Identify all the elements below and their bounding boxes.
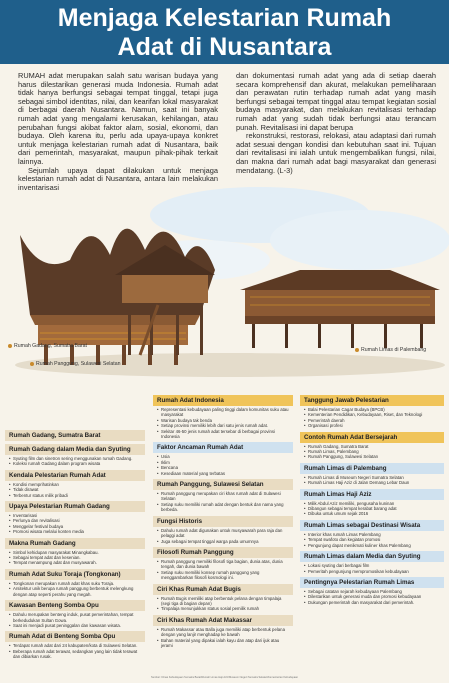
bullet-item: • Bencana — [157, 465, 289, 470]
caption-rumah-limas — [355, 347, 426, 353]
bullet-item: • Rumah Bugis memiliki atap berbentuk pelana dengan timpalaja (segi tiga di bagian depan) — [157, 596, 289, 607]
bullet-item: • Organisasi profesi — [304, 423, 440, 428]
info-section — [300, 463, 444, 486]
bullet-item: • Rumah Limas Haji Aziz di Jalan Demang Lebar Daun — [304, 480, 440, 485]
section-bullet-list — [153, 626, 293, 649]
caption-rumah-gadang — [8, 343, 87, 349]
section-bullet-list — [300, 588, 444, 605]
page-header — [0, 0, 449, 64]
section-heading: Ciri Khas Rumah Adat Makassar — [153, 615, 293, 626]
bullet-item: • Warisan budaya tak benda — [157, 418, 289, 423]
bullet-item: • Tidak dirawat — [9, 487, 141, 492]
bullet-item: • Juga sebagai tempat tinggal warga pada umumnya — [157, 539, 289, 544]
caption-dot-icon — [30, 362, 34, 366]
caption-dot-icon — [355, 348, 359, 352]
bullet-item: • Representasi kebudayaan paling tinggi dalam komunitas suku atau masyarakat — [157, 407, 289, 418]
info-section — [153, 516, 293, 544]
section-bullet-list — [300, 406, 444, 429]
bullet-item: • Kesediaan material yang terbatas — [157, 471, 289, 476]
bullet-item: • Koleksi rumah Gadang dalam program wisata — [9, 461, 141, 466]
bullet-item: • Inventarisasi — [9, 513, 141, 518]
source-footer: Sumber: Dinas Kebudayaan Sumatra Barat/Rumah Limas Haji Aziz/Museum Negeri Sumatra Selatan/Kementerian Kebudayaan — [150, 676, 299, 679]
bullet-item: • Sebagai tempat adat dan kesenian. — [9, 555, 141, 560]
bullet-item: • Interior khas rumah Limas Palembang — [304, 532, 440, 537]
info-section — [5, 538, 145, 566]
bullet-item: • Dahulu rumah adat digunakan untuk musyawarah para raja dan pelaggi adat — [157, 528, 289, 539]
bullet-item: • Sebagai catatan sejarah kebudayaan Palembang — [304, 589, 440, 594]
info-section — [300, 395, 444, 429]
bullet-item: • Setiap suku memiliki konsep rumah panggung yang menggambarkan filosofi kosmologi ini. — [157, 570, 289, 581]
intro-right-column — [236, 72, 436, 175]
bullet-item: • Rumah Limas di Museum Negeri Sumatra Selatan — [304, 475, 440, 480]
bullet-item: • Beberapa rumah adat terawat, sedangkan yang lain tidak terawat dan dibiarkan rusak. — [9, 649, 141, 660]
bullet-item: • Pemeritah pengunjung mempromosikan kebudayaan — [304, 569, 440, 574]
bullet-item: • Dibangun sebagai tempat kerabat barang adat — [304, 506, 440, 511]
section-heading: Rumah Adat Indonesia — [153, 395, 293, 406]
info-section — [5, 501, 145, 535]
bullet-item: • Kementerian Pendidikan, Kebudayaan, Riset, dan Teknologi — [304, 412, 440, 417]
caption-dot-icon — [8, 344, 12, 348]
section-heading: Rumah Limas Haji Aziz — [300, 489, 444, 500]
section-bullet-list — [5, 549, 145, 566]
bullet-item: • Perlunya dan revitalisasi — [9, 518, 141, 523]
section-heading: Ciri Khas Rumah Adat Bugis — [153, 584, 293, 595]
caption-text: Rumah Panggung, Sulawesi Selatan — [36, 361, 121, 367]
info-section — [153, 442, 293, 476]
bullet-item: • Setiap suku memiliki rumah adat dengan bentuk dan nama yang berbeda. — [157, 502, 289, 513]
section-heading: Kendala Pelestarian Rumah Adat — [5, 470, 145, 481]
section-heading: Rumah Adat Suku Toraja (Tongkonan) — [5, 569, 145, 580]
bullet-item: • Balai Pelestarian Cagar Budaya (BPCB) — [304, 407, 440, 412]
intro-paragraph: Sejumlah upaya dapat dilakukan untuk menjaga kelestarian rumah adat di Nusantara, antara lain melakukan inventarisasi — [18, 165, 218, 192]
section-bullet-list — [5, 455, 145, 467]
section-bullet-list — [5, 512, 145, 535]
section-heading: Upaya Pelestarian Rumah Gadang — [5, 501, 145, 512]
bullet-item: • Rumah Gadang, Sumatra Barat — [304, 444, 440, 449]
intro-paragraph: dan dokumentasi rumah adat yang ada di setiap daerah secara komprehensif dan akurat, melakukan pemeliharaan dan perawatan rutin terhadap rumah adat yang masih berfungsi sebagai tempat tinggal atau tempat kegiatan sosial budaya masyarakat, dan melakukan revitalisasi terhadap rumah adat yang sudah tidak berfungsi atau terancam punah. Revitalisasi ini dapat berupa — [236, 71, 436, 132]
bullet-item: • Arsitektur unik berupa rumah panggung berbentuk melengkung dengan atap seperti perahu yang megah. — [9, 586, 141, 597]
page-title-line2: Adat di Nusantara — [117, 33, 332, 61]
section-bullet-list — [5, 481, 145, 498]
section-bullet-list — [300, 474, 444, 486]
section-bullet-list — [300, 531, 444, 548]
info-section — [300, 551, 444, 574]
section-bullet-list — [153, 406, 293, 439]
section-heading: Contoh Rumah Adat Bersejarah — [300, 432, 444, 443]
caption-rumah-panggung — [30, 361, 121, 367]
section-bullet-list — [5, 642, 145, 659]
section-bullet-list — [153, 453, 293, 476]
section-bullet-list — [153, 595, 293, 612]
page-title-line1: Menjaga Kelestarian Rumah — [57, 4, 392, 32]
info-column-left — [5, 430, 145, 663]
section-bullet-list — [153, 558, 293, 581]
info-section — [300, 577, 444, 605]
caption-text: Rumah Limas di Palembang — [361, 347, 427, 353]
info-section — [5, 631, 145, 659]
section-bullet-list — [300, 500, 444, 517]
bullet-item: • Tempat menampung adat dan musyawarah. — [9, 560, 141, 565]
bullet-item: • Bahan material yang dipakai ialah kayu dan atap dari ijuk atau jerami — [157, 638, 289, 649]
section-bullet-list — [153, 527, 293, 544]
bullet-item: • Dilestarikan untuk generasi muda dan promosi kebudayaan — [304, 594, 440, 599]
section-bullet-list — [300, 562, 444, 574]
info-column-middle — [153, 395, 293, 651]
bullet-item: • Syuting film dan sinetron sering menggunakan rumah Gadang. — [9, 456, 141, 461]
bullet-item: • Rumah panggung memiliki filosofi tiga bagian, dunia atas, dunia tengah, dan dunia bawah — [157, 559, 289, 570]
bullet-item: • Saat ini menjadi pusat peninggalan dan kawasan wisata. — [9, 623, 141, 628]
bullet-item: • Lokasi syuting dari berbagai film — [304, 563, 440, 568]
info-section — [5, 470, 145, 498]
bullet-item: • Simbol kehidupan masyarakat Minangkabau. — [9, 550, 141, 555]
section-heading: Makna Rumah Gadang — [5, 538, 145, 549]
bullet-item: • Usia — [157, 454, 289, 459]
section-heading: Rumah Limas dalam Media dan Syuting — [300, 551, 444, 562]
bullet-item: • Dibuka untuk umum sejak 2016 — [304, 511, 440, 516]
bullet-item: • Setiap provinsi memiliki lebih dari satu jenis rumah adat. — [157, 423, 289, 428]
bullet-item: • Sekitar 46-50 jenis rumah adat tersebar di berbagai provinsi Indonesia — [157, 429, 289, 440]
info-section — [5, 569, 145, 597]
section-bullet-list — [153, 490, 293, 513]
bullet-item: • Milik Abdul Aziz memiliki, pengusaha kuninan — [304, 501, 440, 506]
bullet-item: • Dahulu merupakan benteng induk, pusat pemerintahan, tempat berkedudukan Sultan Gowa. — [9, 612, 141, 623]
bullet-item: • Rumah Makassar atau Balla juga memiliki atap berbentuk pelana dengan yang lanjir menghadap ke bawah — [157, 627, 289, 638]
intro-paragraph: rekonstruksi, restorasi, relokasi, atau adaptasi dari rumah adat sesuai dengan kondisi dan kebutuhan saat ini. Tujuan dari revitalisasi ini ialah untuk mengembalikan fungsi, nilai, dan makna dari rumah adat bagi masyarakat dan generasi mendatang. (L-3) — [236, 131, 436, 175]
info-section — [153, 547, 293, 581]
bullet-item: • Timpalaja menunjukkan status sosial pemilik rumah — [157, 606, 289, 611]
info-section — [5, 430, 145, 441]
section-bullet-list — [300, 443, 444, 460]
section-heading: Rumah Gadang, Sumatra Barat — [5, 430, 145, 441]
bullet-item: • Menggelar festival budaya — [9, 524, 141, 529]
section-heading: Rumah Limas sebagai Destinasi Wisata — [300, 520, 444, 531]
section-heading: Rumah Adat di Benteng Somba Opu — [5, 631, 145, 642]
section-bullet-list — [5, 580, 145, 597]
section-heading: Rumah Panggung, Sulawesi Selatan — [153, 479, 293, 490]
info-section — [300, 520, 444, 548]
section-heading: Kawasan Benteng Somba Opu — [5, 600, 145, 611]
bullet-item: • Terbentur status milik pribadi — [9, 493, 141, 498]
section-heading: Filosofi Rumah Panggung — [153, 547, 293, 558]
info-section — [153, 584, 293, 612]
section-heading: Pentingnya Pelestarian Rumah Limas — [300, 577, 444, 588]
info-section — [5, 444, 145, 467]
bullet-item: • Pengunjung dapat menikmati kuliner khas Palembang — [304, 543, 440, 548]
section-heading: Rumah Limas di Palembang — [300, 463, 444, 474]
intro-paragraph: RUMAH adat merupakan salah satu warisan budaya yang harus dilestarikan generasi muda Indonesia. Rumah adat tidak hanya berfungsi sebagai tempat tinggal, tetapi juga sebagai simbol identitas, nilai, dan kearifan lokal masyarakat di berbagai daerah Nusantara. Namun, saat ini banyak rumah adat yang mengalami kerusakan, kehilangan, atau perubahan fungsi akibat faktor alam, sosial, ekonomi, dan budaya. Oleh karena itu, perlu ada upaya-upaya konkret untuk menjaga kelestarian rumah adat di Nusantara, baik dari pemerintah, masyarakat, maupun pihak-pihak terkait lainnya. — [18, 71, 218, 166]
cloud-shape — [270, 210, 449, 270]
bullet-item: • Kondisi memprihatinkan — [9, 482, 141, 487]
info-section — [5, 600, 145, 628]
bullet-item: • Tempat swafoto dan kegiatan promosi — [304, 537, 440, 542]
bullet-item: • Terdapat rumah adat dari 24 kabupaten/kota di Sulawesi Selatan. — [9, 643, 141, 648]
bullet-item: • Pemerintah daerah — [304, 418, 440, 423]
bullet-item: • Rumah Limas, Palembang — [304, 449, 440, 454]
info-column-right — [300, 395, 444, 608]
bullet-item: • Rumah Panggung, Sulawesi Selatan — [304, 454, 440, 459]
section-heading: Fungsi Historis — [153, 516, 293, 527]
bullet-item: • Iklim — [157, 460, 289, 465]
info-section — [300, 432, 444, 460]
bullet-item: • Rumah panggung merupakan ciri khas rumah adat di Sulawesi Selatan — [157, 491, 289, 502]
caption-text: Rumah Gadang, Sumatra Barat — [14, 343, 87, 349]
section-bullet-list — [5, 611, 145, 628]
info-section — [153, 395, 293, 439]
rumah-limas-drawing — [240, 270, 440, 348]
section-heading: Faktor Ancaman Rumah Adat — [153, 442, 293, 453]
info-section — [153, 479, 293, 513]
info-section — [300, 489, 444, 517]
bullet-item: • Dukungan pemerintah dan masyarakat dari pemerintah. — [304, 600, 440, 605]
info-section — [153, 615, 293, 649]
bullet-item: • Promosi wisata melalui konten media — [9, 529, 141, 534]
section-heading: Tanggung Jawab Pelestarian — [300, 395, 444, 406]
section-heading: Rumah Gadang dalam Media dan Syuting — [5, 444, 145, 455]
bullet-item: • Tongkonan merupakan rumah adat khas suku Toraja. — [9, 581, 141, 586]
